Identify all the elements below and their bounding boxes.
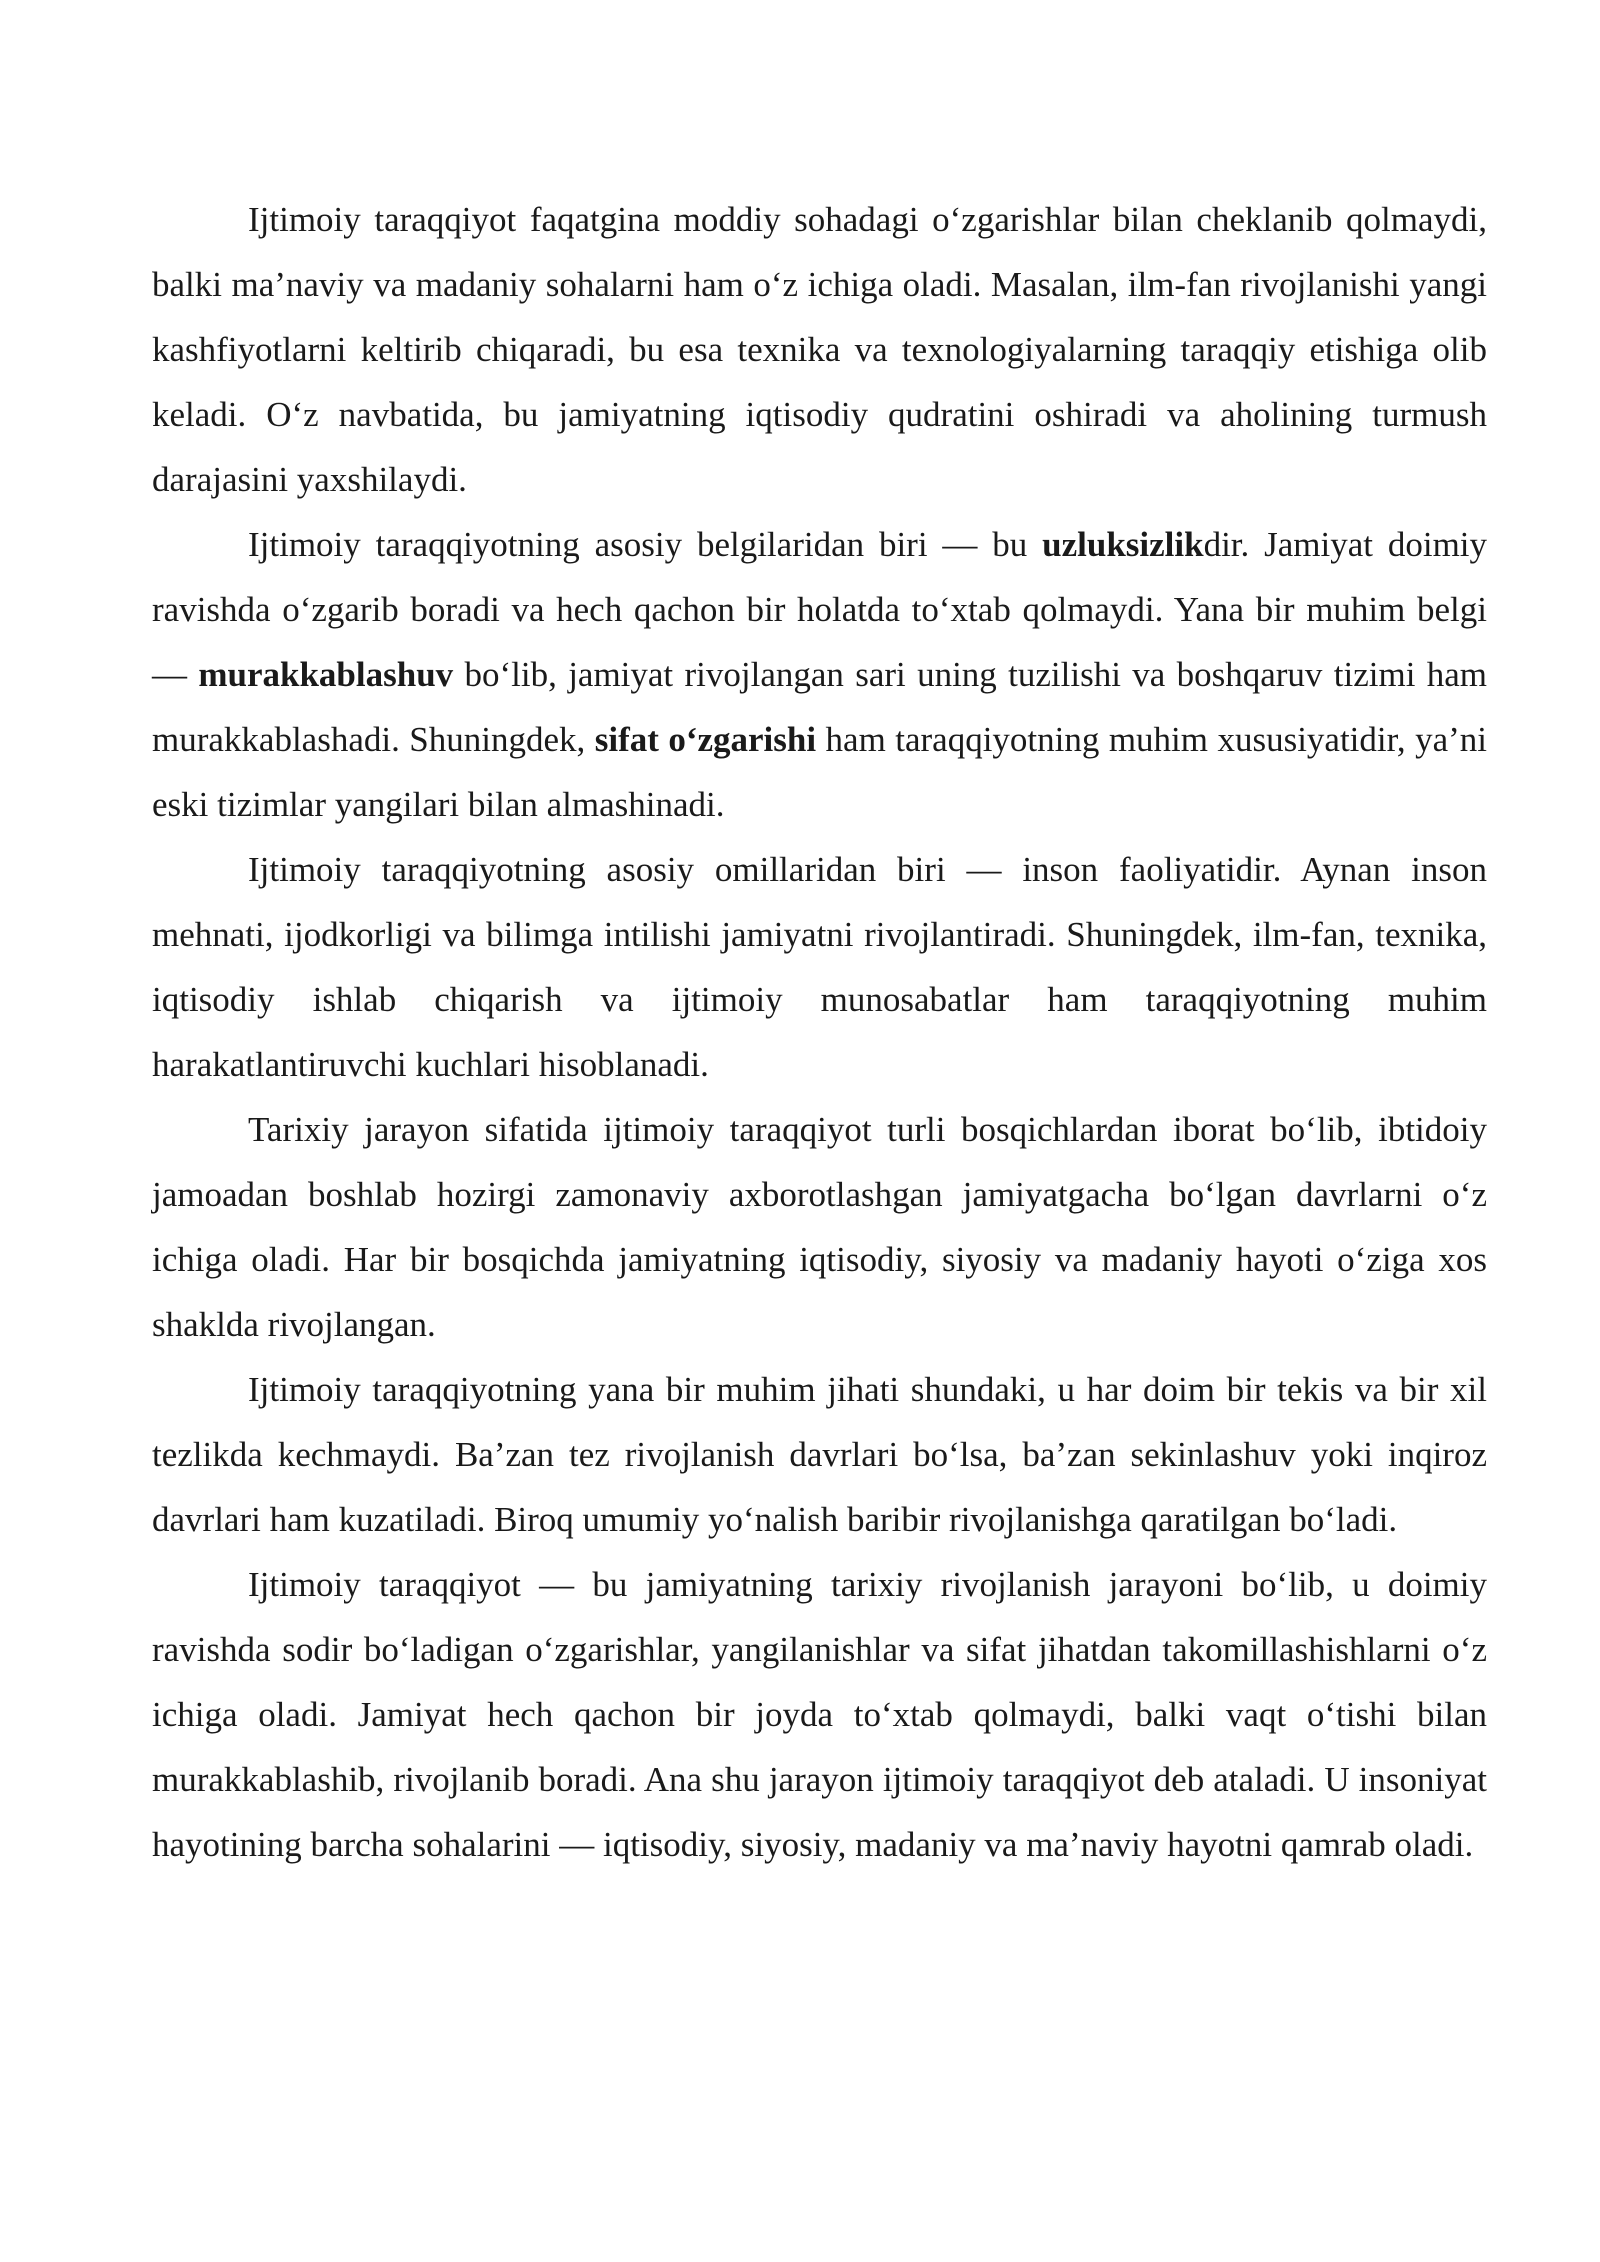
paragraph-3: Ijtimoiy taraqqiyotning asosiy omillaridan biri — inson faoliyatidir. Aynan inson mehnati, ijodkorligi va bilimga intilishi jamiyatni rivojlantiradi. Shuningdek, ilm-fan, texnika, iqtisodiy ishlab chiqarish va ijtimoiy munosabatlar ham taraqqiyotning muhim harakatlantiruvchi kuchlari hisoblanadi. (152, 850, 1487, 1084)
paragraph-2-text: bo‘lib, jamiyat rivojlangan sari uning tuzilishi va boshqaruv tizimi ham murakkablashadi. Shuningdek, (152, 655, 1488, 759)
paragraph-5: Ijtimoiy taraqqiyotning yana bir muhim jihati shundaki, u har doim bir tekis va bir xil tezlikda kechmaydi. Ba’zan tez rivojlanish davrlari bo‘lsa, ba’zan sekinlashuv yoki inqiroz davrlari ham kuzatiladi. Biroq umumiy yo‘nalish baribir rivojlanishga qaratilgan bo‘ladi. (152, 1370, 1487, 1539)
term-sifat-ozgarishi: sifat o‘zgarishi (594, 720, 817, 759)
paragraph-2 (152, 512, 1487, 837)
document-page (152, 187, 1487, 1877)
term-murakkablashuv: murakkablashuv (198, 655, 454, 694)
paragraph-2-text: dir. Jamiyat doimiy ravishda o‘zgarib boradi va hech qachon bir holatda to‘xtab qolmaydi. Yana bir muhim belgi — (152, 525, 1488, 694)
paragraph-4: Tarixiy jarayon sifatida ijtimoiy taraqqiyot turli bosqichlardan iborat bo‘lib, ibtidoiy jamoadan boshlab hozirgi zamonaviy axborotlashgan jamiyatgacha bo‘lgan davrlarni o‘z ichiga oladi. Har bir bosqichda jamiyatning iqtisodiy, siyosiy va madaniy hayoti o‘ziga xos shaklda rivojlangan. (152, 1110, 1487, 1344)
paragraph-2-text: ham taraqqiyotning muhim xususiyatidir, ya’ni eski tizimlar yangilari bilan almashinadi. (152, 720, 1487, 824)
paragraph-2-text: Ijtimoiy taraqqiyotning asosiy belgilaridan biri — bu (248, 525, 1043, 564)
term-uzluksizlik: uzluksizlik (1042, 525, 1204, 564)
paragraph-1: Ijtimoiy taraqqiyot faqatgina moddiy sohadagi o‘zgarishlar bilan cheklanib qolmaydi, balki ma’naviy va madaniy sohalarni ham o‘z ichiga oladi. Masalan, ilm-fan rivojlanishi yangi kashfiyotlarni keltirib chiqaradi, bu esa texnika va texnologiyalarning taraqqiy etishiga olib keladi. O‘z navbatida, bu jamiyatning iqtisodiy qudratini oshiradi va aholining turmush darajasini yaxshilaydi. (152, 200, 1487, 499)
paragraph-6: Ijtimoiy taraqqiyot — bu jamiyatning tarixiy rivojlanish jarayoni bo‘lib, u doimiy ravishda sodir bo‘ladigan o‘zgarishlar, yangilanishlar va sifat jihatdan takomillashishlarni o‘z ichiga oladi. Jamiyat hech qachon bir joyda to‘xtab qolmaydi, balki vaqt o‘tishi bilan murakkablashib, rivojlanib boradi. Ana shu jarayon ijtimoiy taraqqiyot deb ataladi. U insoniyat hayotining barcha sohalarini — iqtisodiy, siyosiy, madaniy va ma’naviy hayotni qamrab oladi. (152, 1565, 1487, 1864)
